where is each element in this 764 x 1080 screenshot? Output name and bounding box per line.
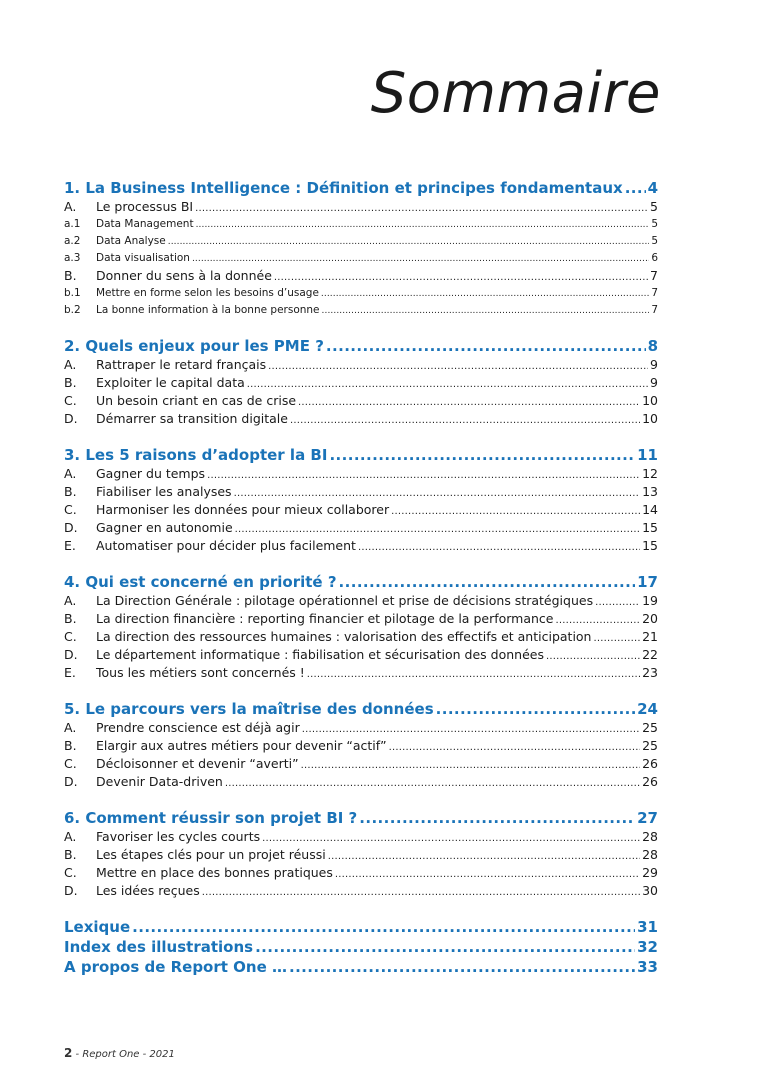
toc-leader xyxy=(322,303,650,319)
toc-section-label: 3. Les 5 raisons d’adopter la BI xyxy=(64,446,328,464)
toc-item-label: Un besoin criant en cas de crise xyxy=(96,393,297,408)
toc-item-label: Harmoniser les données pour mieux collaborer xyxy=(96,502,390,517)
toc-item-label: Gagner en autonomie xyxy=(96,520,233,535)
toc-page-number: 32 xyxy=(637,938,658,956)
toc-page-number: 23 xyxy=(642,665,658,680)
toc-item[interactable] xyxy=(64,737,658,755)
toc-item-number: A. xyxy=(64,720,77,735)
toc-section-label: 5. Le parcours vers la maîtrise des données xyxy=(64,700,434,718)
toc-subitem[interactable] xyxy=(64,285,658,302)
toc-item-number: D. xyxy=(64,647,78,662)
toc-page-number: 10 xyxy=(642,393,658,408)
toc-page-number: 21 xyxy=(642,629,658,644)
page-footer xyxy=(64,1046,175,1060)
toc-item-number: C. xyxy=(64,865,77,880)
toc-leader xyxy=(195,200,648,216)
toc-leader xyxy=(546,648,640,664)
toc-leader xyxy=(268,358,648,374)
toc-page-number: 19 xyxy=(642,593,658,608)
toc-page-number: 27 xyxy=(637,809,658,827)
toc-leader xyxy=(302,721,640,737)
toc-page-number: 26 xyxy=(642,774,658,789)
toc-page-number: 9 xyxy=(650,375,658,390)
toc-item-number: C. xyxy=(64,502,77,517)
toc-page-number: 4 xyxy=(647,179,658,197)
toc-leader xyxy=(335,866,640,882)
toc-item-label: Data Analyse xyxy=(96,235,166,247)
toc-page-number: 33 xyxy=(637,958,658,976)
toc-item-label: Data visualisation xyxy=(96,252,190,264)
toc-annex-lexique[interactable] xyxy=(64,917,658,937)
toc-leader xyxy=(225,775,640,791)
toc-item-number: B. xyxy=(64,611,77,626)
toc-page-number: 6 xyxy=(651,252,658,264)
spacer xyxy=(64,682,658,699)
toc-section-3[interactable] xyxy=(64,445,658,465)
toc-item[interactable] xyxy=(64,198,658,216)
toc-item-number: a.2 xyxy=(64,235,81,247)
toc-page-number: 15 xyxy=(642,520,658,535)
toc-leader xyxy=(391,503,640,519)
toc-item[interactable] xyxy=(64,628,658,646)
toc-item-number: A. xyxy=(64,466,77,481)
toc-page-number: 25 xyxy=(642,738,658,753)
toc-page-number: 25 xyxy=(642,720,658,735)
toc-page-number: 15 xyxy=(642,538,658,553)
toc-leader xyxy=(132,917,635,937)
toc-page-number: 7 xyxy=(651,287,658,299)
footer-text: - Report One - 2021 xyxy=(72,1049,175,1060)
toc-item-number: a.3 xyxy=(64,252,81,264)
toc-item-number: B. xyxy=(64,738,77,753)
toc-leader xyxy=(436,699,635,719)
toc-page-number: 26 xyxy=(642,756,658,771)
toc-item-number: B. xyxy=(64,268,77,283)
toc-item-number: C. xyxy=(64,756,77,771)
toc-leader xyxy=(328,848,640,864)
toc-item-number: C. xyxy=(64,393,77,408)
toc-subitem[interactable] xyxy=(64,216,658,233)
toc-page-number: 10 xyxy=(642,411,658,426)
toc-page-number: 29 xyxy=(642,865,658,880)
toc-item-number: B. xyxy=(64,484,77,499)
toc-item-label: Automatiser pour décider plus facilement xyxy=(96,538,356,553)
toc-item[interactable] xyxy=(64,374,658,392)
toc-page-number: 11 xyxy=(637,446,658,464)
toc-leader xyxy=(329,445,635,465)
toc-section-4[interactable] xyxy=(64,572,658,592)
toc-item-number: A. xyxy=(64,829,77,844)
toc-leader xyxy=(307,666,640,682)
toc-item[interactable] xyxy=(64,592,658,610)
footer-page-number: 2 xyxy=(64,1046,73,1060)
toc-leader xyxy=(235,521,640,537)
toc-page-number: 22 xyxy=(642,647,658,662)
toc-item-number: A. xyxy=(64,593,77,608)
toc-item-number: E. xyxy=(64,538,76,553)
toc-page-number: 5 xyxy=(650,199,658,214)
toc-item[interactable] xyxy=(64,882,658,900)
toc-page-number: 28 xyxy=(642,829,658,844)
toc-item-number: E. xyxy=(64,665,76,680)
toc-item-label: Exploiter le capital data xyxy=(96,375,245,390)
toc-item-number: C. xyxy=(64,629,77,644)
toc-item-number: B. xyxy=(64,375,77,390)
toc-leader xyxy=(255,937,635,957)
toc-leader xyxy=(298,394,640,410)
toc-subitem[interactable] xyxy=(64,250,658,267)
toc-leader xyxy=(192,251,649,267)
toc-item[interactable] xyxy=(64,267,658,285)
toc-item-label: La direction des ressources humaines : valorisation des effectifs et anticipation xyxy=(96,629,592,644)
toc-item-label: Fiabiliser les analyses xyxy=(96,484,232,499)
toc-leader xyxy=(289,957,635,977)
toc-page-number: 12 xyxy=(642,466,658,481)
toc-section-label: A propos de Report One … xyxy=(64,958,287,976)
toc-item-label: Elargir aux autres métiers pour devenir “actif” xyxy=(96,738,387,753)
toc-page-number: 17 xyxy=(637,573,658,591)
toc-leader xyxy=(202,884,640,900)
toc-page-number: 30 xyxy=(642,883,658,898)
toc-item-label: Rattraper le retard français xyxy=(96,357,267,372)
toc-leader xyxy=(625,178,646,198)
toc-item-number: D. xyxy=(64,411,78,426)
toc-section-1[interactable] xyxy=(64,178,658,198)
toc-section-label: Index des illustrations xyxy=(64,938,254,956)
toc-item-number: B. xyxy=(64,847,77,862)
toc-item-label: Donner du sens à la donnée xyxy=(96,268,272,283)
toc-item[interactable] xyxy=(64,828,658,846)
toc-leader xyxy=(358,539,640,555)
toc-item-label: Les idées reçues xyxy=(96,883,200,898)
toc-item[interactable] xyxy=(64,664,658,682)
toc-page-number: 13 xyxy=(642,484,658,499)
toc-section-label: Lexique xyxy=(64,918,131,936)
toc-item[interactable] xyxy=(64,356,658,374)
toc-item[interactable] xyxy=(64,755,658,773)
toc-item[interactable] xyxy=(64,646,658,664)
toc-page-number: 28 xyxy=(642,847,658,862)
toc-item[interactable] xyxy=(64,519,658,537)
toc-item-label: La direction financière : reporting financier et pilotage de la performance xyxy=(96,611,554,626)
page-title: Sommaire xyxy=(370,61,661,126)
toc-item-label: Mettre en forme selon les besoins d’usage xyxy=(96,287,319,299)
toc-item-number: A. xyxy=(64,199,77,214)
toc-section-label: 2. Quels enjeux pour les PME ? xyxy=(64,337,324,355)
toc-section-label: 1. La Business Intelligence : Définition et principes fondamentaux xyxy=(64,179,623,197)
toc-page-number: 7 xyxy=(650,268,658,283)
toc-item-label: La Direction Générale : pilotage opérationnel et prise de décisions stratégiques xyxy=(96,593,594,608)
toc-item-number: A. xyxy=(64,357,77,372)
toc-leader xyxy=(339,572,636,592)
toc-page-number: 20 xyxy=(642,611,658,626)
toc-leader xyxy=(207,467,640,483)
toc-item-label: Gagner du temps xyxy=(96,466,206,481)
toc-leader xyxy=(556,612,641,628)
toc-item-label: Les étapes clés pour un projet réussi xyxy=(96,847,326,862)
toc-item-label: Le processus BI xyxy=(96,199,194,214)
toc-item[interactable] xyxy=(64,610,658,628)
toc-leader xyxy=(290,412,640,428)
toc-leader xyxy=(262,830,640,846)
toc-annex-index[interactable] xyxy=(64,937,658,957)
toc-annex-about[interactable] xyxy=(64,957,658,977)
toc-item[interactable] xyxy=(64,537,658,555)
toc-page-number: 31 xyxy=(637,918,658,936)
toc-leader xyxy=(359,808,635,828)
toc-section-label: 6. Comment réussir son projet BI ? xyxy=(64,809,358,827)
toc-item-label: Décloisonner et devenir “averti” xyxy=(96,756,299,771)
toc-page-number: 7 xyxy=(651,304,658,316)
toc-item-label: Mettre en place des bonnes pratiques xyxy=(96,865,333,880)
toc-item[interactable] xyxy=(64,719,658,737)
toc-leader xyxy=(168,234,650,250)
toc-section-5[interactable] xyxy=(64,699,658,719)
toc-item-number: D. xyxy=(64,883,78,898)
toc-section-6[interactable] xyxy=(64,808,658,828)
toc-item[interactable] xyxy=(64,846,658,864)
toc-item-number: D. xyxy=(64,774,78,789)
toc-subitem[interactable] xyxy=(64,233,658,250)
toc-item-label: Le département informatique : fiabilisation et sécurisation des données xyxy=(96,647,544,662)
toc-section-label: 4. Qui est concerné en priorité ? xyxy=(64,573,337,591)
toc-item-label: Devenir Data-driven xyxy=(96,774,223,789)
toc-item-number: D. xyxy=(64,520,78,535)
toc-leader xyxy=(595,594,640,610)
toc-item[interactable] xyxy=(64,501,658,519)
spacer xyxy=(64,319,658,336)
toc-item[interactable] xyxy=(64,392,658,410)
spacer xyxy=(64,900,658,917)
toc-item[interactable] xyxy=(64,410,658,428)
toc-item-label: Favoriser les cycles courts xyxy=(96,829,261,844)
toc-page-number: 9 xyxy=(650,357,658,372)
toc-leader xyxy=(326,336,646,356)
toc-item-number: a.1 xyxy=(64,218,81,230)
toc-leader xyxy=(389,739,640,755)
toc-item-label: Data Management xyxy=(96,218,194,230)
toc-item-number: b.1 xyxy=(64,287,81,299)
toc-item-label: Tous les métiers sont concernés ! xyxy=(96,665,305,680)
toc-leader xyxy=(234,485,641,501)
spacer xyxy=(64,428,658,445)
spacer xyxy=(64,555,658,572)
toc-section-2[interactable] xyxy=(64,336,658,356)
toc-item[interactable] xyxy=(64,483,658,501)
toc-item-label: Prendre conscience est déjà agir xyxy=(96,720,300,735)
toc-page-number: 5 xyxy=(651,235,658,247)
toc-page-number: 14 xyxy=(642,502,658,517)
toc-item-number: b.2 xyxy=(64,304,81,316)
spacer xyxy=(64,791,658,808)
toc-subitem[interactable] xyxy=(64,302,658,319)
toc-page-number: 24 xyxy=(637,700,658,718)
toc-leader xyxy=(321,286,649,302)
toc-leader xyxy=(593,630,640,646)
toc-item-label: Démarrer sa transition digitale xyxy=(96,411,288,426)
toc-page-number: 5 xyxy=(651,218,658,230)
toc-leader xyxy=(301,757,641,773)
toc-item[interactable] xyxy=(64,773,658,791)
toc-leader xyxy=(196,217,650,233)
toc-page-number: 8 xyxy=(647,337,658,355)
toc-item-label: La bonne information à la bonne personne xyxy=(96,304,320,316)
toc-leader xyxy=(274,269,648,285)
toc-item[interactable] xyxy=(64,465,658,483)
toc-item[interactable] xyxy=(64,864,658,882)
table-of-contents xyxy=(64,178,658,977)
toc-leader xyxy=(247,376,648,392)
